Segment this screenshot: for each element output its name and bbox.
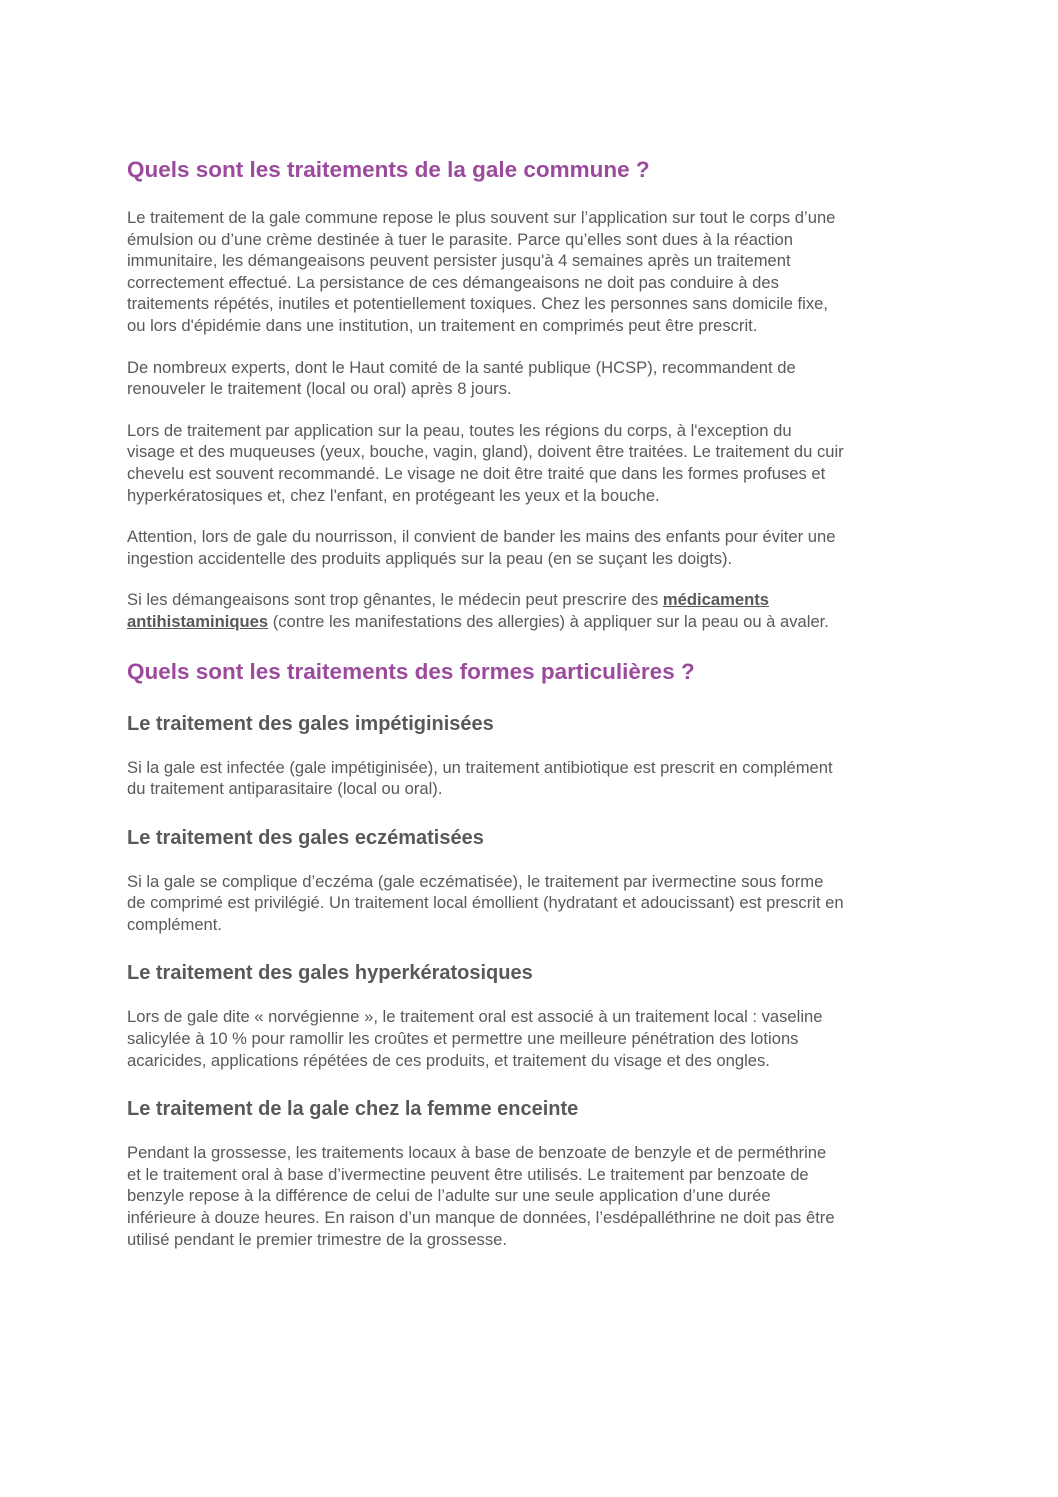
text-line: visage et des muqueuses (yeux, bouche, vagin, gland), doivent être traitées. Le traitement du cuir	[127, 442, 844, 462]
subsection-title-hyperkeratosiques: Le traitement des gales hyperkératosiques	[127, 962, 533, 985]
paragraph-hyperkeratosiques	[127, 1006, 947, 1071]
text-segment: (contre les manifestations des allergies) à appliquer sur la peau ou à avaler.	[268, 611, 829, 631]
text-line: Attention, lors de gale du nourrisson, il convient de bander les mains des enfants pour éviter une	[127, 527, 836, 547]
paragraph-application-peau	[127, 420, 947, 506]
section-title-formes-particulieres: Quels sont les traitements des formes particulières ?	[127, 658, 695, 684]
section-title-gale-commune: Quels sont les traitements de la gale commune ?	[127, 157, 650, 182]
text-line: hyperkératosiques et, chez l'enfant, en protégeant les yeux et la bouche.	[127, 485, 660, 505]
text-line	[127, 611, 947, 633]
text-line: Si la gale est infectée (gale impétiginisée), un traitement antibiotique est prescrit en complément	[127, 757, 833, 777]
text-line: du traitement antiparasitaire (local ou oral).	[127, 779, 443, 799]
text-line: De nombreux experts, dont le Haut comité de la santé publique (HCSP), recommandent de	[127, 357, 796, 377]
text-line	[127, 589, 947, 611]
subsection-title-eczematisees: Le traitement des gales eczématisées	[127, 826, 484, 849]
text-line: renouveler le traitement (local ou oral) après 8 jours.	[127, 379, 512, 399]
text-line: immunitaire, les démangeaisons peuvent persister jusqu'à 4 semaines après un traitement	[127, 251, 791, 271]
paragraph-eczematisees	[127, 871, 947, 936]
paragraph-antihistaminiques	[127, 589, 947, 632]
text-line: inférieure à douze heures. En raison d’un manque de données, l’esdépalléthrine ne doit pas être	[127, 1208, 835, 1228]
text-line: traitements répétés, inutiles et potentiellement toxiques. Chez les personnes sans domicile fixe,	[127, 294, 828, 314]
text-segment: Si les démangeaisons sont trop gênantes, le médecin peut prescrire des	[127, 590, 663, 610]
text-line: Si la gale se complique d’eczéma (gale eczématisée), le traitement par ivermectine sous forme	[127, 871, 824, 891]
text-line: utilisé pendant le premier trimestre de la grossesse.	[127, 1229, 507, 1249]
subsection-title-femme-enceinte: Le traitement de la gale chez la femme enceinte	[127, 1098, 579, 1121]
text-line: de comprimé est privilégié. Un traitement local émollient (hydratant et adoucissant) est prescrit en	[127, 893, 844, 913]
text-line: salicylée à 10 % pour ramollir les croûtes et permettre une meilleure pénétration des lotions	[127, 1029, 799, 1049]
paragraph-impetiginisees	[127, 757, 947, 800]
text-line: complément.	[127, 914, 222, 934]
paragraph-femme-enceinte	[127, 1142, 947, 1250]
text-line: Lors de gale dite « norvégienne », le traitement oral est associé à un traitement local : vaseline	[127, 1007, 823, 1027]
link-medicaments-antihistaminiques[interactable]: antihistaminiques	[127, 611, 269, 631]
text-line: acaricides, applications répétées de ces produits, et traitement du visage et des ongles.	[127, 1050, 770, 1070]
paragraph-traitement-gale-commune	[127, 207, 947, 337]
text-line: benzyle repose à la différence de celui de l’adulte sur une seule application d’une durée	[127, 1186, 771, 1206]
text-line: ou lors d'épidémie dans une institution, un traitement en comprimés peut être prescrit.	[127, 315, 758, 335]
text-line: ingestion accidentelle des produits appliqués sur la peau (en se suçant les doigts).	[127, 548, 733, 568]
text-line: Pendant la grossesse, les traitements locaux à base de benzoate de benzyle et de perméthrine	[127, 1143, 827, 1163]
text-line: Le traitement de la gale commune repose le plus souvent sur l’application sur tout le corps d’une	[127, 208, 836, 227]
text-line: chevelu est souvent recommandé. Le visage ne doit être traité que dans les formes profuses et	[127, 463, 826, 483]
link-medicaments-antihistaminiques[interactable]: médicaments	[662, 590, 769, 610]
text-line: émulsion ou d’une crème destinée à tuer le parasite. Parce qu’elles sont dues à la réaction	[127, 229, 793, 249]
document-page	[127, 155, 947, 1250]
text-line: et le traitement oral à base d’ivermectine peuvent être utilisés. Le traitement par benzoate de	[127, 1164, 809, 1184]
text-line: correctement effectué. La persistance de ces démangeaisons ne doit pas conduire à des	[127, 272, 779, 292]
text-line: Lors de traitement par application sur la peau, toutes les régions du corps, à l'exception du	[127, 420, 792, 440]
subsection-title-impetiginisees: Le traitement des gales impétiginisées	[127, 712, 494, 735]
paragraph-hcsp	[127, 357, 947, 400]
paragraph-nourrisson	[127, 526, 947, 569]
